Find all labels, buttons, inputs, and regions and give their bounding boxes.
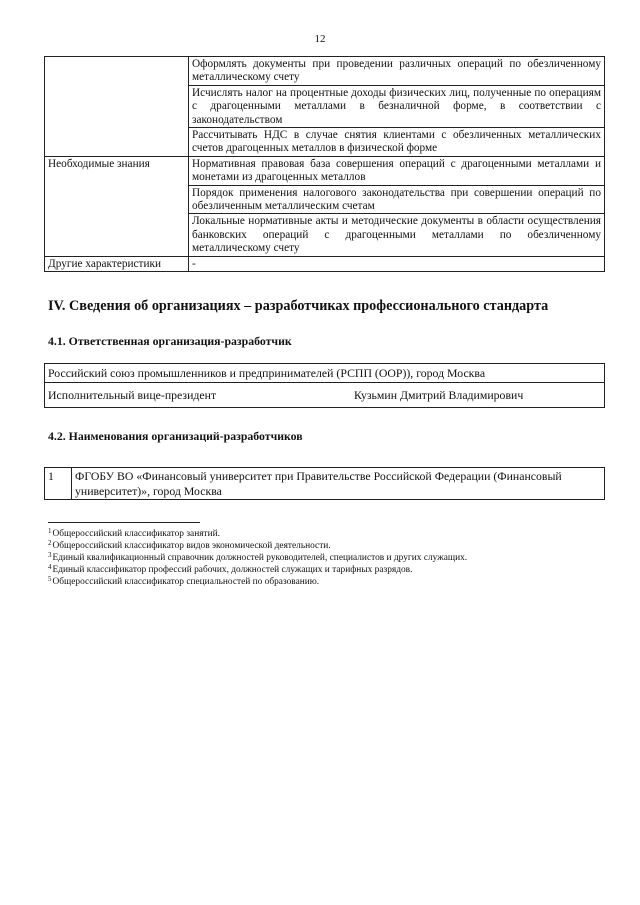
footnote-text: Общероссийский классификатор видов экономической деятельности. xyxy=(52,540,331,551)
person-name: Кузьмин Дмитрий Владимирович xyxy=(354,387,524,402)
row-label xyxy=(45,57,189,157)
table-row xyxy=(45,468,605,500)
table-row xyxy=(45,383,605,408)
footnote-mark: 2 xyxy=(48,538,52,547)
knowledge-item: Порядок применения налогового законодательства при совершении операций по обезличенным металлическим счетам xyxy=(189,185,605,214)
org-representative xyxy=(45,383,605,408)
section-heading: IV. Сведения об организациях – разработчиках профессионального стандарта xyxy=(48,298,549,314)
footnote-text: Единый классификатор профессий рабочих, должностей служащих и тарифных разрядов. xyxy=(52,564,413,575)
table-row xyxy=(45,256,605,271)
row-label-other-characteristics: Другие характеристики xyxy=(45,256,189,271)
subsection-heading-developers: 4.2. Наименования организаций-разработчиков xyxy=(48,429,303,443)
footnote-mark: 5 xyxy=(48,574,52,583)
other-item: - xyxy=(189,256,605,271)
footnote-text: Единый квалификационный справочник должностей руководителей, специалистов и других служащих. xyxy=(52,552,468,563)
footnotes xyxy=(48,529,608,589)
developers-table xyxy=(44,467,605,500)
footnote-divider xyxy=(48,522,200,523)
footnote xyxy=(48,574,608,589)
skill-item: Рассчитывать НДС в случае снятия клиентами с обезличенных металлических счетов драгоценных металлов в физической форме xyxy=(189,128,605,157)
skill-item: Оформлять документы при проведении различных операций по обезличенному металлическому счету xyxy=(189,57,605,86)
footnote-mark: 3 xyxy=(48,550,52,559)
position-title: Исполнительный вице-президент xyxy=(48,387,217,402)
skill-item: Исчислять налог на процентные доходы физических лиц, полученные по операциям с драгоценными металлами в безналичной форме, в соответствии с законодательством xyxy=(189,85,605,127)
knowledge-item: Локальные нормативные акты и методические документы в области осуществления банковских операций с драгоценными металлами по обезличенному металлическому счету xyxy=(189,214,605,256)
footnote xyxy=(48,529,608,541)
footnote xyxy=(48,562,608,577)
footnote xyxy=(48,550,608,565)
footnote xyxy=(48,538,608,553)
row-number: 1 xyxy=(45,468,72,500)
characteristics-table xyxy=(44,56,605,272)
row-label-required-knowledge: Необходимые знания xyxy=(45,156,189,256)
footnote-mark: 1 xyxy=(48,527,52,535)
subsection-heading-responsible: 4.1. Ответственная организация-разработчик xyxy=(48,334,292,348)
table-row xyxy=(45,156,605,185)
page-number: 12 xyxy=(314,33,326,45)
org-name: Российский союз промышленников и предпринимателей (РСПП (ООР)), город Москва xyxy=(45,364,605,383)
footnote-text: Общероссийский классификатор занятий. xyxy=(52,529,220,539)
responsible-org-table xyxy=(44,363,605,408)
developer-name: ФГОБУ ВО «Финансовый университет при Правительстве Российской Федерации (Финансовый университет)», город Москва xyxy=(72,468,605,500)
table-row xyxy=(45,364,605,383)
table-row xyxy=(45,57,605,86)
knowledge-item: Нормативная правовая база совершения операций с драгоценными металлами и монетами из драгоценных металлов xyxy=(189,156,605,185)
footnote-mark: 4 xyxy=(48,562,52,571)
footnote-text: Общероссийский классификатор специальностей по образованию. xyxy=(52,576,320,587)
